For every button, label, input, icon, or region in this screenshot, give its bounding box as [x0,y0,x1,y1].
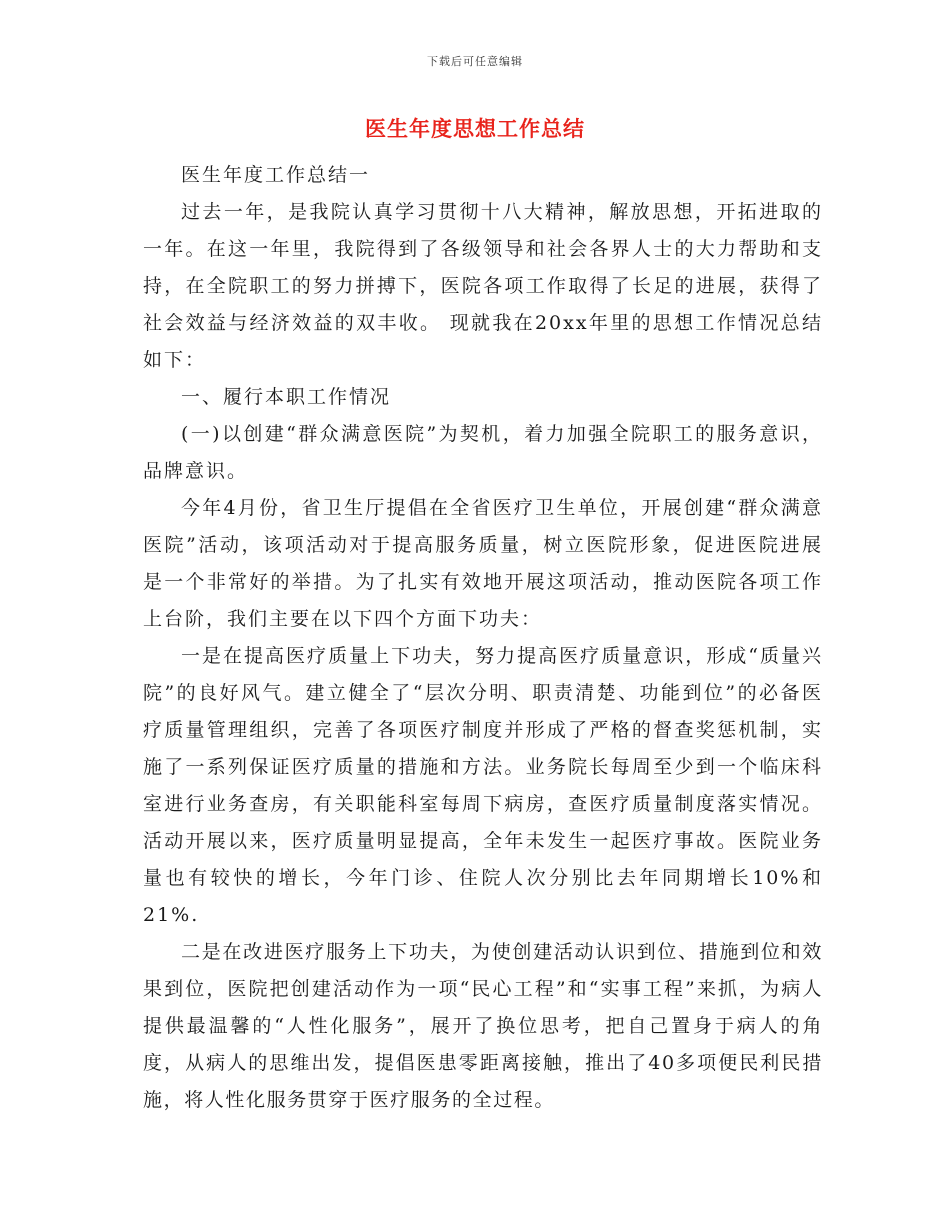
document-title: 医生年度思想工作总结 [365,116,585,141]
subsection-heading: 一、履行本职工作情况 [181,386,392,408]
body-paragraph: 二是在改进医疗服务上下功夫，为使创建活动认识到位、措施到位和效果到位，医院把创建活动作为一项“民心工程”和“实事工程”来抓，为病人提供最温馨的“人性化服务”，展开了换位思考，把自己置身于病人的角度，从病人的思维出发，提倡医患零距离接触，推出了40多项便民利民措施，将人性化服务贯穿于医疗服务的全过程。 [143,941,823,1111]
document-body [143,157,823,1119]
body-paragraph: 一是在提高医疗质量上下功夫，努力提高医疗质量意识，形成“质量兴院”的良好风气。建立健全了“层次分明、职责清楚、功能到位”的必备医疗质量管理组织，完善了各项医疗制度并形成了严格的督查奖惩机制，实施了一系列保证医疗质量的措施和方法。业务院长每周至少到一个临床科室进行业务查房，有关职能科室每周下病房，查医疗质量制度落实情况。活动开展以来，医疗质量明显提高，全年未发生一起医疗事故。医院业务量也有较快的增长，今年门诊、住院人次分别比去年同期增长10%和21%. [143,645,823,926]
body-paragraph: 今年4月份，省卫生厅提倡在全省医疗卫生单位，开展创建“群众满意医院”活动，该项活动对于提高服务质量，树立医院形象，促进医院进展是一个非常好的举措。为了扎实有效地开展这项活动，推动医院各项工作上台阶，我们主要在以下四个方面下功夫： [143,497,823,630]
item-heading: (一)以创建“群众满意医院”为契机，着力加强全院职工的服务意识，品牌意识。 [143,423,823,482]
header-note: 下载后可任意编辑 [427,55,523,68]
intro-paragraph: 过去一年，是我院认真学习贯彻十八大精神，解放思想，开拓进取的一年。在这一年里，我院得到了各级领导和社会各界人士的大力帮助和支持，在全院职工的努力拼搏下，医院各项工作取得了长足的进展，获得了社会效益与经济效益的双丰收。 现就我在20xx年里的思想工作情况总结如下： [143,201,823,371]
section-heading: 医生年度工作总结一 [181,164,371,186]
